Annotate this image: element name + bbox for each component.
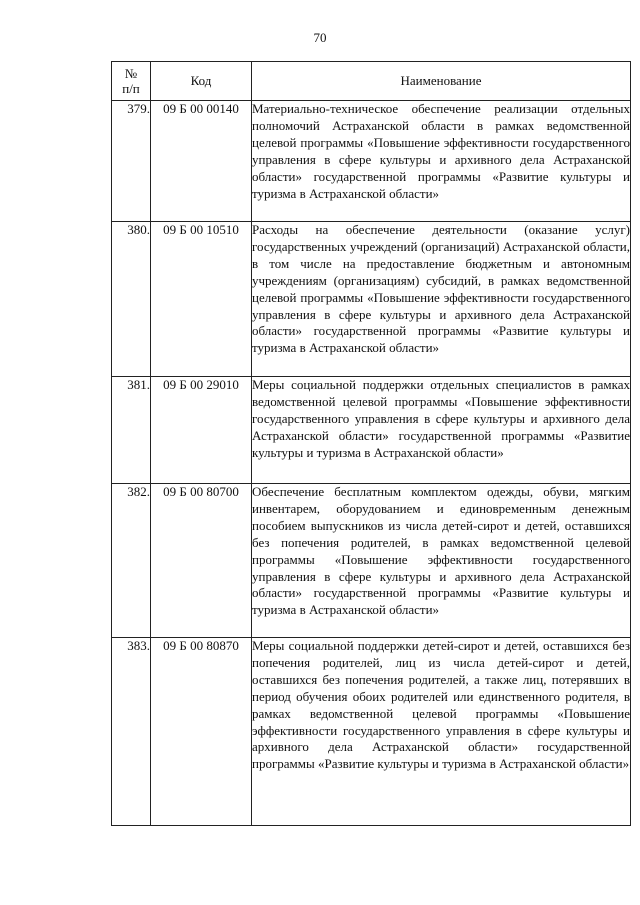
row-code: 09 Б 00 10510 (151, 222, 252, 377)
row-name: Расходы на обеспечение деятельности (оказание услуг) государственных учреждений (организаций) Астраханской области, в том числе на предоставление бюджетным и автономным учреждениям (организациям) субсидий, в рамках ведомственной целевой программы «Повышение эффективности государственного управления в сфере культуры и архивного дела Астраханской области» государственной программы «Развитие культуры и туризма в Астраханской области» (252, 222, 631, 377)
header-code: Код (151, 62, 252, 101)
budget-classification-table (111, 61, 631, 826)
row-code: 09 Б 00 00140 (151, 101, 252, 222)
table-row (112, 222, 631, 377)
row-number: 381. (112, 377, 151, 484)
row-name: Меры социальной поддержки отдельных специалистов в рамках ведомственной целевой программы «Повышение эффективности государственного управления в сфере культуры и архивного дела Астраханской области» государственной программы «Развитие культуры и туризма в Астраханской области» (252, 377, 631, 484)
row-number: 383. (112, 638, 151, 826)
table-header-row (112, 62, 631, 101)
row-code: 09 Б 00 80870 (151, 638, 252, 826)
row-code: 09 Б 00 29010 (151, 377, 252, 484)
row-code: 09 Б 00 80700 (151, 484, 252, 638)
table-row (112, 484, 631, 638)
row-number: 380. (112, 222, 151, 377)
page-number: 70 (313, 30, 327, 45)
row-name: Обеспечение бесплатным комплектом одежды, обуви, мягким инвентарем, оборудованием и единовременным денежным пособием выпускников из числа детей-сирот и детей, оставшихся без попечения родителей, в рамках ведомственной целевой программы «Повышение эффективности государственного управления в сфере культуры и архивного дела Астраханской области» государственной программы «Развитие культуры и туризма в Астраханской области» (252, 484, 631, 638)
row-name: Меры социальной поддержки детей-сирот и детей, оставшихся без попечения родителей, лиц из числа детей-сирот и детей, оставшихся без попечения родителей, а также лиц, потерявших в период обучения обоих родителей или единственного родителя, в рамках ведомственной целевой программы «Повышение эффективности государственного управления в сфере культуры и архивного дела Астраханской области» государственной программы «Развитие культуры и туризма в Астраханской области» (252, 638, 631, 826)
table-row (112, 638, 631, 826)
row-number: 382. (112, 484, 151, 638)
header-name: Наименование (252, 62, 631, 101)
row-name: Материально-техническое обеспечение реализации отдельных полномочий Астраханской области в рамках ведомственной целевой программы «Повышение эффективности государственного управления в сфере культуры и архивного дела Астраханской области» государственной программы «Развитие культуры и туризма в Астраханской области» (252, 101, 631, 222)
header-number-abbrev: п/п (122, 81, 140, 96)
table-row (112, 101, 631, 222)
header-number (112, 62, 151, 101)
table-row (112, 377, 631, 484)
row-number: 379. (112, 101, 151, 222)
header-number-symbol: № (124, 66, 138, 81)
